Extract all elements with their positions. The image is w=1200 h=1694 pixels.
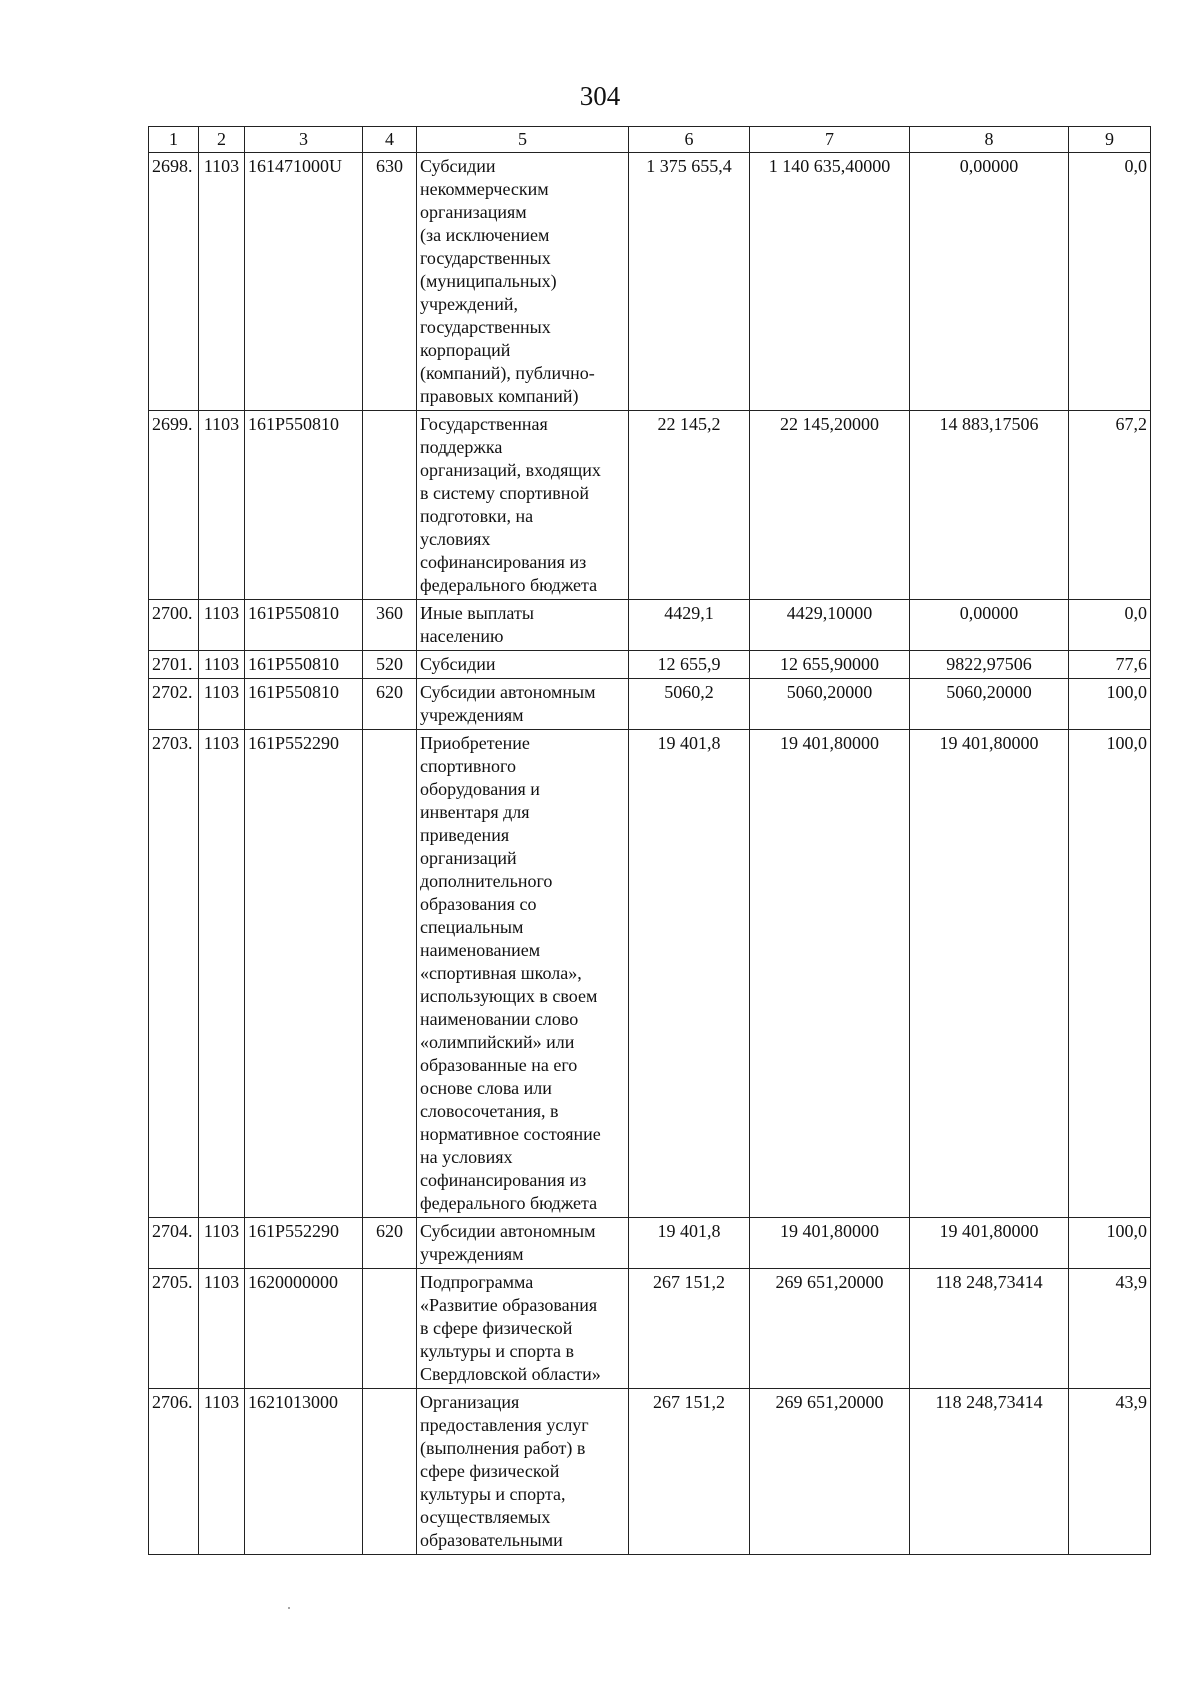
percent-col9: 67,2 — [1069, 411, 1151, 600]
amount-col7: 19 401,80000 — [750, 730, 910, 1218]
item-name: Субсидии автономным учреждениям — [417, 1218, 629, 1269]
section-code: 1103 — [199, 679, 245, 730]
item-name: Государственная поддержка организаций, входящих в систему спортивной подготовки, на условиях софинансирования из федерального бюджета — [417, 411, 629, 600]
table-row — [149, 730, 1151, 1218]
item-name: Субсидии некоммерческим организациям (за исключением государственных (муниципальных) учреждений, государственных корпораций (компаний), публично- правовых компаний) — [417, 153, 629, 411]
row-number: 2700. — [149, 600, 199, 651]
section-code: 1103 — [199, 1269, 245, 1389]
amount-col8: 5060,20000 — [910, 679, 1069, 730]
column-header: 6 — [629, 127, 750, 153]
expense-type-code — [363, 730, 417, 1218]
target-code: 161P552290 — [245, 1218, 363, 1269]
amount-col8: 9822,97506 — [910, 651, 1069, 679]
page-number: 304 — [579, 81, 621, 111]
expense-type-code — [363, 1269, 417, 1389]
target-code: 161P550810 — [245, 651, 363, 679]
table-row — [149, 1218, 1151, 1269]
budget-table — [148, 126, 1151, 1555]
section-code: 1103 — [199, 730, 245, 1218]
item-name: Подпрограмма «Развитие образования в сфере физической культуры и спорта в Свердловской области» — [417, 1269, 629, 1389]
row-number: 2704. — [149, 1218, 199, 1269]
amount-col7: 12 655,90000 — [750, 651, 910, 679]
percent-col9: 43,9 — [1069, 1269, 1151, 1389]
amount-col7: 1 140 635,40000 — [750, 153, 910, 411]
column-header: 9 — [1069, 127, 1151, 153]
item-name: Иные выплаты населению — [417, 600, 629, 651]
amount-col8: 118 248,73414 — [910, 1269, 1069, 1389]
amount-col7: 22 145,20000 — [750, 411, 910, 600]
amount-col8: 19 401,80000 — [910, 1218, 1069, 1269]
amount-col8: 14 883,17506 — [910, 411, 1069, 600]
row-number: 2705. — [149, 1269, 199, 1389]
section-code: 1103 — [199, 153, 245, 411]
row-number: 2702. — [149, 679, 199, 730]
target-code: 161P550810 — [245, 600, 363, 651]
expense-type-code: 360 — [363, 600, 417, 651]
amount-col7: 269 651,20000 — [750, 1269, 910, 1389]
section-code: 1103 — [199, 1218, 245, 1269]
amount-col6: 267 151,2 — [629, 1389, 750, 1555]
target-code: 1621013000 — [245, 1389, 363, 1555]
row-number: 2698. — [149, 153, 199, 411]
column-header: 8 — [910, 127, 1069, 153]
row-number: 2701. — [149, 651, 199, 679]
expense-type-code: 630 — [363, 153, 417, 411]
section-code: 1103 — [199, 1389, 245, 1555]
table-row — [149, 679, 1151, 730]
column-header: 4 — [363, 127, 417, 153]
column-header: 7 — [750, 127, 910, 153]
table-row — [149, 1389, 1151, 1555]
percent-col9: 100,0 — [1069, 679, 1151, 730]
row-number: 2703. — [149, 730, 199, 1218]
amount-col6: 267 151,2 — [629, 1269, 750, 1389]
table-row — [149, 600, 1151, 651]
percent-col9: 0,0 — [1069, 600, 1151, 651]
table-row — [149, 153, 1151, 411]
column-header: 3 — [245, 127, 363, 153]
target-code: 161P550810 — [245, 679, 363, 730]
amount-col8: 118 248,73414 — [910, 1389, 1069, 1555]
column-header: 2 — [199, 127, 245, 153]
target-code: 161471000U — [245, 153, 363, 411]
percent-col9: 100,0 — [1069, 730, 1151, 1218]
row-number: 2699. — [149, 411, 199, 600]
row-number: 2706. — [149, 1389, 199, 1555]
amount-col7: 269 651,20000 — [750, 1389, 910, 1555]
column-header: 1 — [149, 127, 199, 153]
item-name: Приобретение спортивного оборудования и инвентаря для приведения организаций дополнительного образования со специальным наименованием «спортивная школа», использующих в своем наименовании слово «олимпийский» или образованные на его основе слова или словосочетания, в нормативное состояние на условиях софинансирования из федерального бюджета — [417, 730, 629, 1218]
percent-col9: 77,6 — [1069, 651, 1151, 679]
amount-col6: 4429,1 — [629, 600, 750, 651]
amount-col7: 5060,20000 — [750, 679, 910, 730]
table-row — [149, 1269, 1151, 1389]
amount-col7: 19 401,80000 — [750, 1218, 910, 1269]
target-code: 161P552290 — [245, 730, 363, 1218]
target-code: 161P550810 — [245, 411, 363, 600]
expense-type-code — [363, 411, 417, 600]
expense-type-code: 620 — [363, 679, 417, 730]
section-code: 1103 — [199, 411, 245, 600]
amount-col6: 19 401,8 — [629, 1218, 750, 1269]
table-row — [149, 411, 1151, 600]
table-row — [149, 651, 1151, 679]
expense-type-code: 620 — [363, 1218, 417, 1269]
item-name: Субсидии — [417, 651, 629, 679]
target-code: 1620000000 — [245, 1269, 363, 1389]
item-name: Субсидии автономным учреждениям — [417, 679, 629, 730]
expense-type-code: 520 — [363, 651, 417, 679]
column-header: 5 — [417, 127, 629, 153]
item-name: Организация предоставления услуг (выполнения работ) в сфере физической культуры и спорта, осуществляемых образовательными — [417, 1389, 629, 1555]
header-row — [149, 127, 1151, 153]
amount-col8: 0,00000 — [910, 600, 1069, 651]
expense-type-code — [363, 1389, 417, 1555]
percent-col9: 100,0 — [1069, 1218, 1151, 1269]
amount-col6: 5060,2 — [629, 679, 750, 730]
amount-col6: 1 375 655,4 — [629, 153, 750, 411]
percent-col9: 0,0 — [1069, 153, 1151, 411]
section-code: 1103 — [199, 651, 245, 679]
amount-col8: 19 401,80000 — [910, 730, 1069, 1218]
amount-col6: 19 401,8 — [629, 730, 750, 1218]
amount-col8: 0,00000 — [910, 153, 1069, 411]
amount-col7: 4429,10000 — [750, 600, 910, 651]
scan-speck — [288, 1607, 290, 1609]
amount-col6: 22 145,2 — [629, 411, 750, 600]
percent-col9: 43,9 — [1069, 1389, 1151, 1555]
amount-col6: 12 655,9 — [629, 651, 750, 679]
section-code: 1103 — [199, 600, 245, 651]
